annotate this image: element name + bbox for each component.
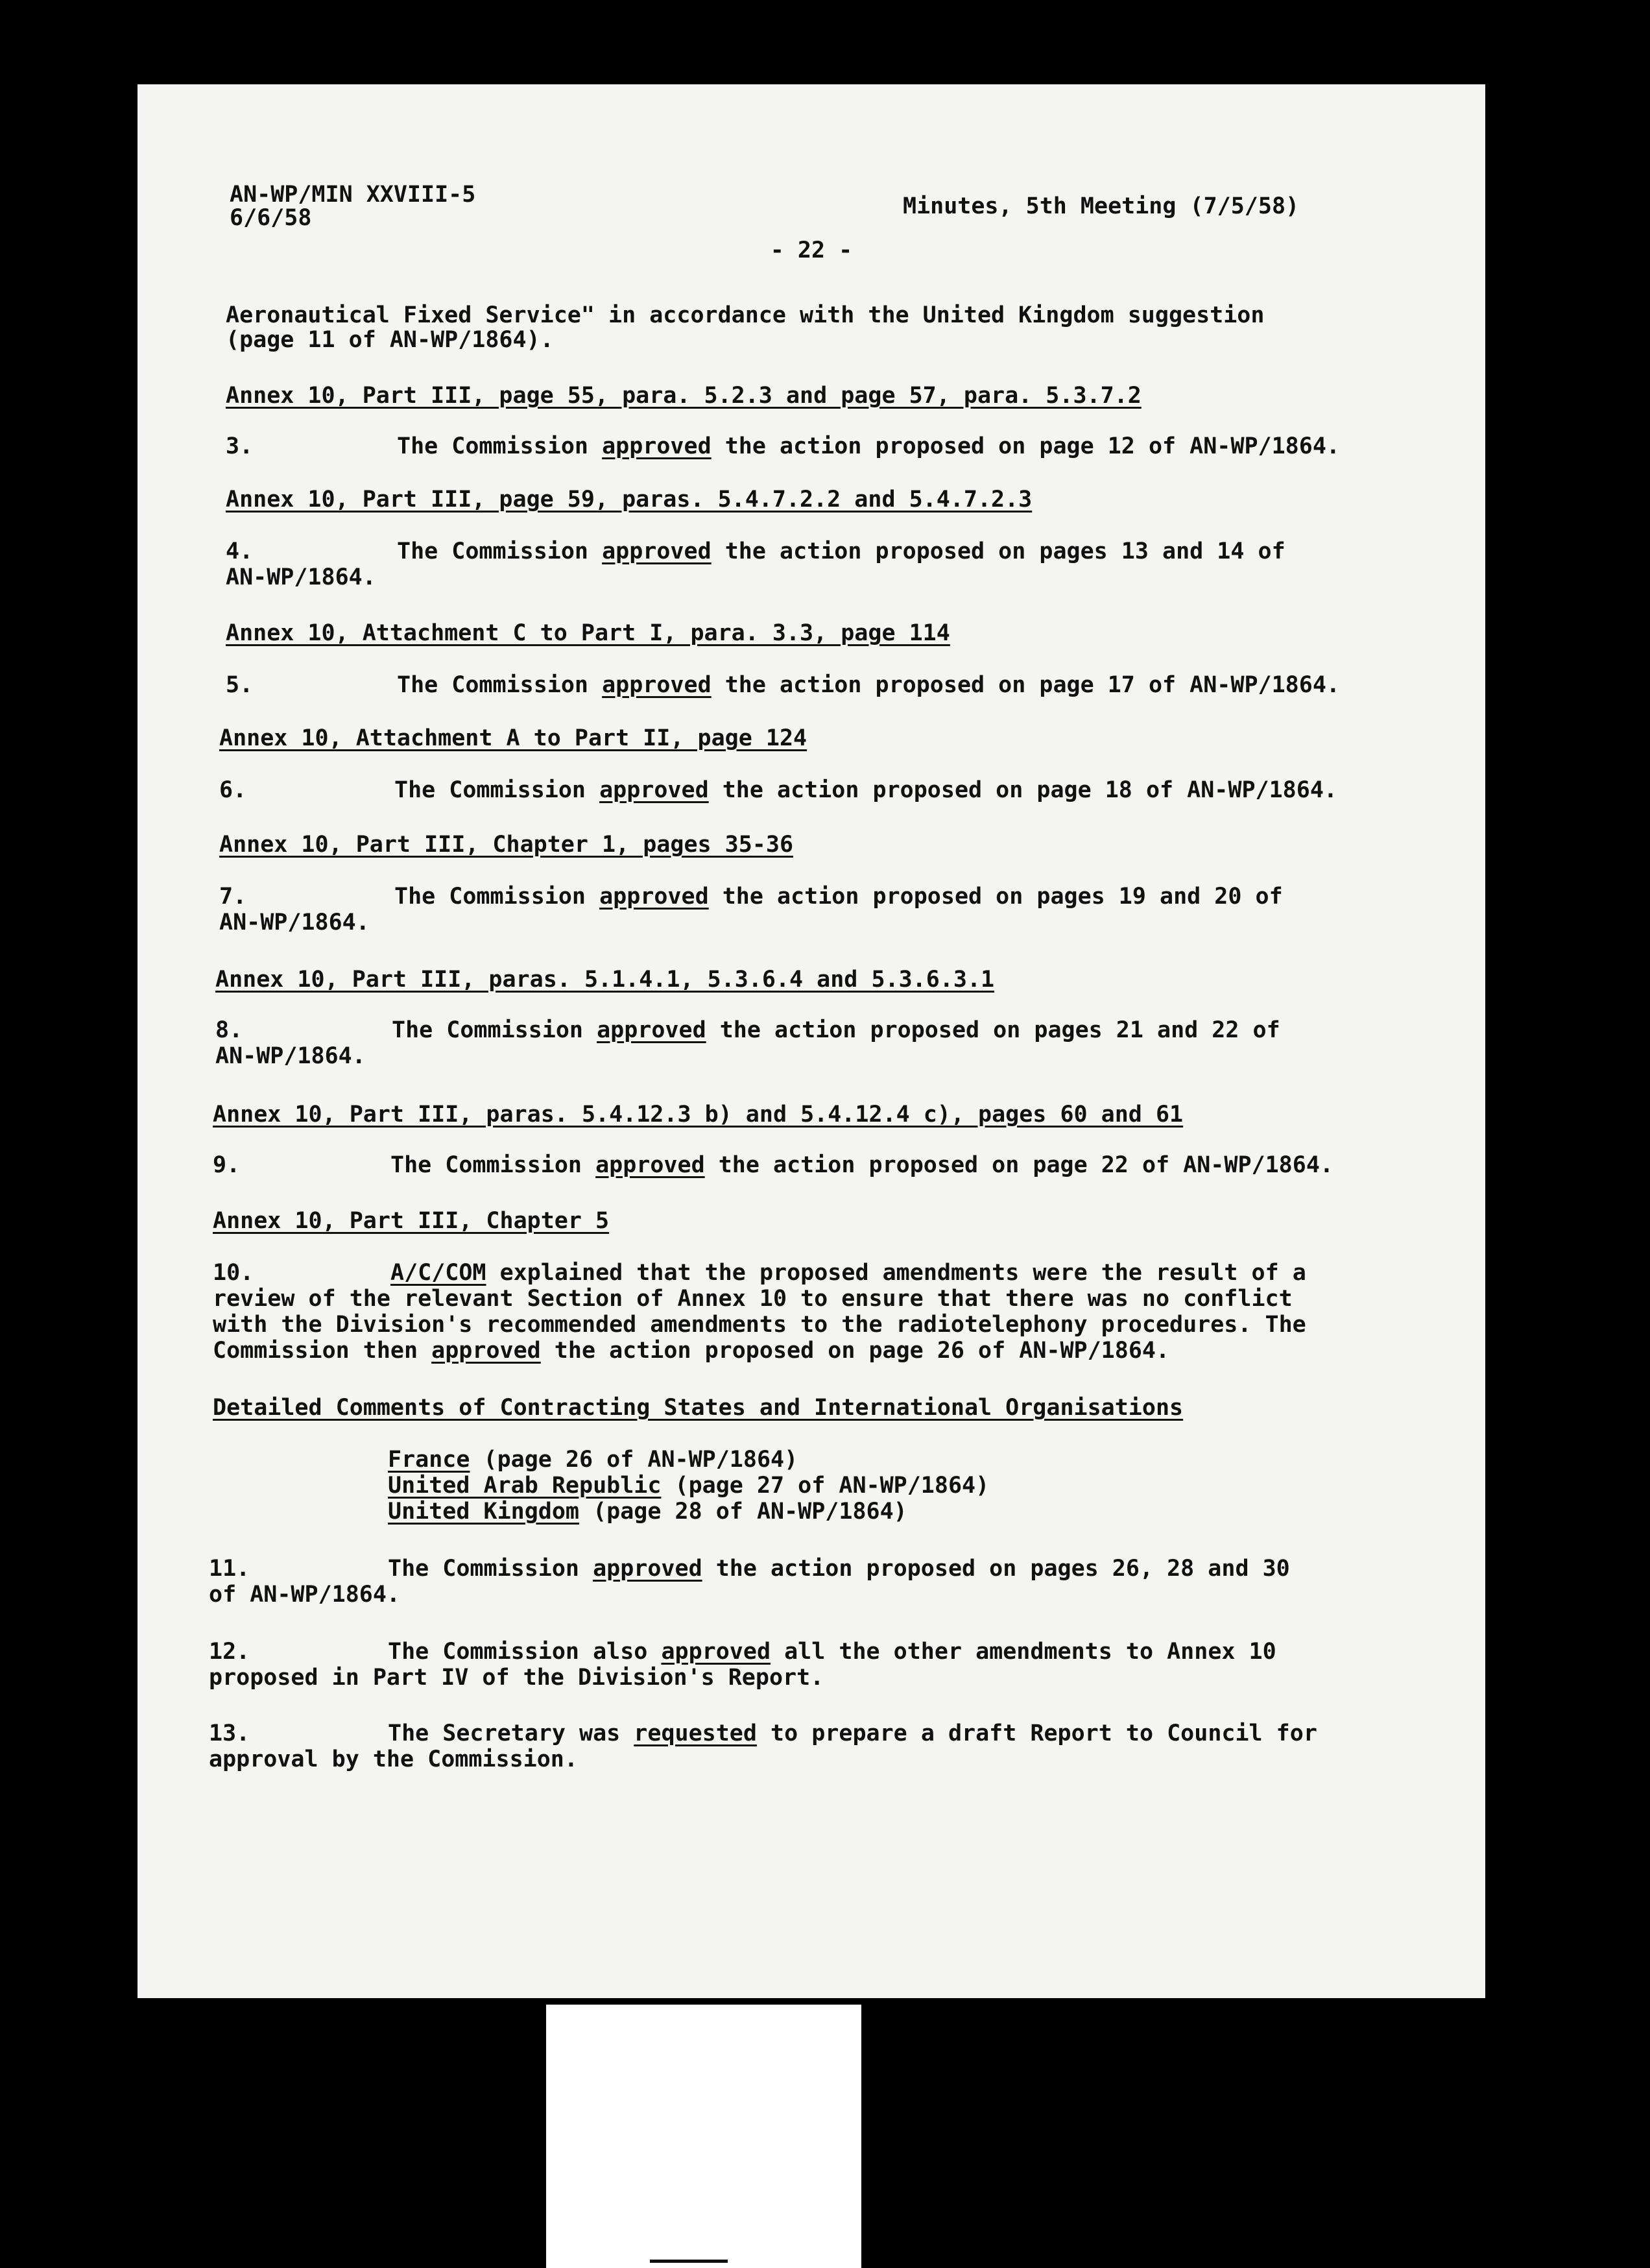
intro-line: (page 11 of AN-WP/1864). xyxy=(226,327,554,353)
paragraph-text: The Commission approved the action proposed on page 18 of AN-WP/1864. xyxy=(394,777,1337,803)
paragraph-number: 12. xyxy=(209,1639,250,1665)
paragraph-number: 7. xyxy=(219,884,247,910)
paragraph-number: 6. xyxy=(219,777,247,803)
comment-item: United Kingdom (page 28 of AN-WP/1864) xyxy=(388,1499,907,1525)
paragraph-text: A/C/COM explained that the proposed amendments were the result of a xyxy=(390,1260,1306,1286)
paragraph-number: 13. xyxy=(209,1720,250,1746)
paragraph-number: 8. xyxy=(215,1017,243,1043)
doc-reference: AN-WP/MIN XXVIII-5 xyxy=(230,182,476,208)
paragraph-text: The Commission approved the action proposed on page 17 of AN-WP/1864. xyxy=(397,672,1340,698)
comment-item: France (page 26 of AN-WP/1864) xyxy=(388,1447,798,1473)
section-heading: Annex 10, Part III, page 59, paras. 5.4.7.2.2 and 5.4.7.2.3 xyxy=(226,487,1033,513)
paragraph-text: of AN-WP/1864. xyxy=(209,1582,401,1608)
paragraph-text: approval by the Commission. xyxy=(209,1746,578,1772)
paragraph-text: The Commission approved the action proposed on pages 19 and 20 of xyxy=(394,884,1283,910)
paragraph-text: The Commission approved the action proposed on pages 21 and 22 of xyxy=(392,1017,1280,1043)
paragraph-text: The Commission also approved all the other amendments to Annex 10 xyxy=(388,1639,1276,1665)
section-heading: Annex 10, Part III, Chapter 5 xyxy=(213,1208,610,1234)
document-page xyxy=(138,84,1485,1998)
section-heading: Annex 10, Attachment A to Part II, page 124 xyxy=(219,725,807,751)
section-heading: Annex 10, Attachment C to Part I, para. 3.3, page 114 xyxy=(226,620,950,646)
meeting-title: Minutes, 5th Meeting (7/5/58) xyxy=(903,193,1300,219)
blank-slip xyxy=(546,2005,861,2268)
paragraph-number: 11. xyxy=(209,1556,250,1582)
intro-line: Aeronautical Fixed Service" in accordance with the United Kingdom suggestion xyxy=(226,302,1265,328)
paragraph-number: 4. xyxy=(226,538,254,564)
section-heading: Annex 10, Part III, page 55, para. 5.2.3 and page 57, para. 5.3.7.2 xyxy=(226,383,1142,409)
page-number: - 22 - xyxy=(770,237,853,263)
paragraph-text: The Commission approved the action proposed on page 22 of AN-WP/1864. xyxy=(390,1152,1333,1178)
paragraph-text: The Commission approved the action proposed on pages 13 and 14 of xyxy=(397,538,1285,564)
section-heading: Annex 10, Part III, paras. 5.4.12.3 b) and 5.4.12.4 c), pages 60 and 61 xyxy=(213,1102,1184,1128)
paragraph-number: 5. xyxy=(226,672,254,698)
paragraph-text: AN-WP/1864. xyxy=(219,910,370,935)
paragraph-text: Commission then approved the action proposed on page 26 of AN-WP/1864. xyxy=(213,1338,1170,1364)
section-heading: Annex 10, Part III, Chapter 1, pages 35-36 xyxy=(219,832,794,858)
section-heading: Annex 10, Part III, paras. 5.1.4.1, 5.3.6.4 and 5.3.6.3.1 xyxy=(215,967,995,993)
paragraph-number: 9. xyxy=(213,1152,241,1178)
paragraph-text: The Commission approved the action proposed on pages 26, 28 and 30 xyxy=(388,1556,1290,1582)
paragraph-text: with the Division's recommended amendments to the radiotelephony procedures. The xyxy=(213,1312,1306,1338)
paragraph-text: AN-WP/1864. xyxy=(226,564,376,590)
section-heading: Detailed Comments of Contracting States and International Organisations xyxy=(213,1395,1184,1421)
paragraph-text: review of the relevant Section of Annex 10 to ensure that there was no conflict xyxy=(213,1286,1293,1312)
paragraph-number: 10. xyxy=(213,1260,254,1286)
paragraph-text: proposed in Part IV of the Division's Report. xyxy=(209,1665,824,1691)
doc-date: 6/6/58 xyxy=(230,205,312,231)
paragraph-text: The Commission approved the action proposed on page 12 of AN-WP/1864. xyxy=(397,433,1340,459)
paragraph-text: The Secretary was requested to prepare a draft Report to Council for xyxy=(388,1720,1317,1746)
paragraph-number: 3. xyxy=(226,433,254,459)
paragraph-text: AN-WP/1864. xyxy=(215,1043,366,1069)
slip-mark xyxy=(650,2260,728,2263)
comment-item: United Arab Republic (page 27 of AN-WP/1864) xyxy=(388,1473,990,1499)
